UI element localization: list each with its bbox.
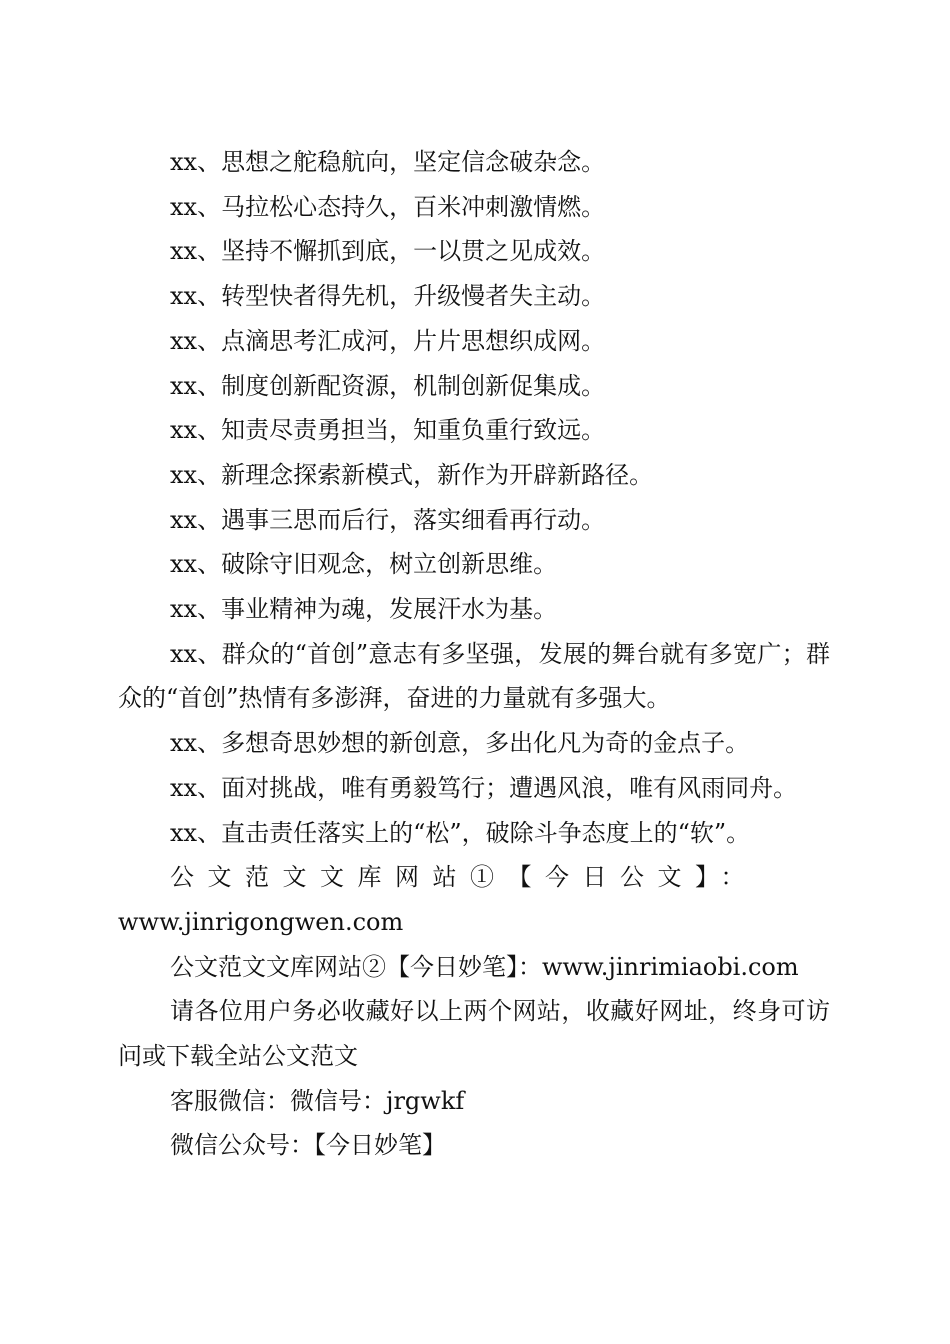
- paragraph-3: xx、坚持不懈抓到底，一以贯之见成效。: [170, 237, 606, 266]
- site-2-line: 公文范文文库网站②【今日妙笔】：www.jinrimiaobi.com: [170, 952, 799, 981]
- paragraph-11: xx、事业精神为魂，发展汗水为基。: [170, 595, 558, 624]
- paragraph-9: xx、遇事三思而后行，落实细看再行动。: [170, 505, 606, 534]
- paragraph-12: xx、群众的“首创”意志有多坚强，发展的舞台就有多宽广；群众的“首创”热情有多澎湃，奋进的力量就有多强大。: [118, 639, 830, 713]
- paragraph-6: xx、制度创新配资源，机制创新促集成。: [170, 371, 606, 400]
- paragraph-7: xx、知责尽责勇担当，知重负重行致远。: [170, 416, 606, 445]
- document-body: [118, 140, 830, 1168]
- notice-paragraph: 请各位用户务必收藏好以上两个网站，收藏好网址，终身可访问或下载全站公文范文: [118, 997, 830, 1071]
- site-1-line: [118, 855, 830, 944]
- official-account: 微信公众号：【今日妙笔】: [170, 1131, 446, 1160]
- paragraph-4: xx、转型快者得先机，升级慢者失主动。: [170, 282, 606, 311]
- site-1-url[interactable]: www.jinrigongwen.com: [118, 907, 404, 936]
- paragraph-8: xx、新理念探索新模式，新作为开辟新路径。: [170, 460, 654, 489]
- paragraph-10: xx、破除守旧观念，树立创新思维。: [170, 550, 558, 579]
- site-1-label: 公文范文文库网站①【今日公文】：: [170, 863, 758, 892]
- paragraph-2: xx、马拉松心态持久，百米冲刺激情燃。: [170, 192, 606, 221]
- paragraph-14: xx、面对挑战，唯有勇毅笃行；遭遇风浪，唯有风雨同舟。: [170, 773, 798, 802]
- service-wechat: 客服微信：微信号：jrgwkf: [170, 1086, 465, 1115]
- paragraph-15: xx、直击责任落实上的“松”，破除斗争态度上的“软”。: [170, 818, 751, 847]
- paragraph-5: xx、点滴思考汇成河，片片思想织成网。: [170, 326, 606, 355]
- paragraph-13: xx、多想奇思妙想的新创意，多出化凡为奇的金点子。: [170, 729, 750, 758]
- paragraph-1: xx、思想之舵稳航向，坚定信念破杂念。: [170, 148, 606, 176]
